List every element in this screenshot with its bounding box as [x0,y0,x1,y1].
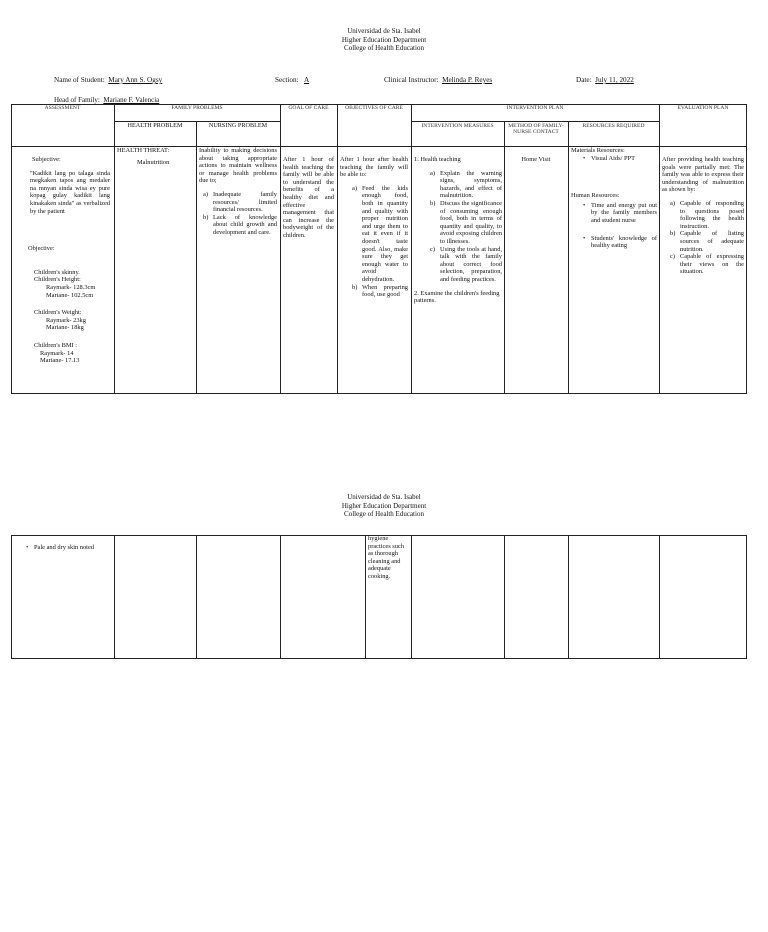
nursing-problem-intro: Inability to making decisions about taking appropriate actions to maintain wellness or manage health problems due to; [199,147,277,185]
head-of-family-field [54,96,159,104]
evaluation-cell [662,156,744,276]
intervention-a-text: Explain the warning signs, symptoms, hazards, and effect of malnutrition. [440,169,502,200]
instructor-label: Clinical Instructor: [384,76,439,84]
intervention-measures-header: INTERVENTION MEASURES [421,123,494,129]
date-label: Date: [576,76,592,84]
college-name: College of Health Education [344,44,424,52]
university-name: Universidad de Sta. Isabel [347,27,421,35]
assessment-cell-continued [26,544,112,552]
human-resource-item: • Students' knowledge of healthy eating [583,235,657,250]
objective-b-continued: hygiene practices such as thorough cleaning and adequate cooking. [368,535,405,580]
page2-header [0,493,768,519]
objective-item: • Pale and dry skin noted [26,544,112,552]
health-problem-header: HEALTH PROBLEM [127,122,183,129]
page1-header [0,27,768,53]
intervention-c: c) Using the tools at hand, talk with the family about correct food selection, preparation, and feeding practices. [430,245,502,283]
instructor-value: Melinda P. Reyes [442,76,493,84]
student-value: Mary Ann S. Ogsy [108,76,163,84]
objective-item: Mariane- 102.5cm [46,291,94,299]
intervention-b-text: Discuss the significance of consuming enough food, both in terms of quantity and quality, to avoid exposing children to illnesses. [440,199,502,245]
objectives-intro: After 1 hour after health teaching the family will be able to: [340,156,408,179]
evaluation-a-text: Capable of responding to questions posed following the health instruction. [680,199,744,230]
hof-label: Head of Family: [54,96,100,104]
material-resource-item: • Visual Aids/ PPT [583,155,657,163]
objective-item: Mariane- 17.13 [40,357,80,365]
intervention-b: b) Discuss the significance of consuming enough food, both in terms of quantity and quality, to avoid exposing children to illnesses. [430,199,502,245]
intervention-a: a) Explain the warning signs, symptoms, hazards, and effect of malnutrition. [430,169,502,200]
intervention-title: 1. Health teaching [414,156,461,163]
method-cell: Home Visit [521,156,551,163]
resources-header: RESOURCES REQUIRED [582,123,645,129]
human-resources-label: Human Resources: [571,192,620,200]
assessment-cell [28,156,110,392]
goal-cell: After 1 hour of health teaching the family will be able to understand the benefits of a healthy diet and effective management that can increase the bodyweight of the children. [283,156,334,239]
objective-item: Raymark- 128.3cm [46,283,96,291]
resources-cell [571,147,657,250]
evaluation-c: c) Capable of expressing their views on the situation. [670,253,744,276]
nursing-problem-a-text: Inadequate family resources/ limited financial resources. [213,190,277,214]
objective-item: Raymark- 23kg [46,316,86,324]
nursing-problem-a: a) Inadequate family resources/ limited financial resources. [203,190,277,214]
date-value: July 11, 2022 [595,76,634,84]
subjective-label: Subjective: [32,156,61,163]
intervention-plan-header: INTERVENTION PLAN [506,105,564,111]
health-problem-cell [117,147,195,166]
section-label: Section: [275,76,299,84]
section-value: A [303,76,310,84]
objectives-cell [340,156,408,392]
objective-item: • Children's BMI : [28,342,110,350]
objective-item: • Children's skinny. [28,269,110,277]
objective-a-text: Feed the kids enough food, both in quantity and quality with proper nutrition and urge them to eat it even if it doesn't taste good. Also, make sure they get enough water to avoid dehydration. [362,184,408,283]
nursing-problem-b-text: Lack of knowledge about child growth and development and care. [213,213,277,236]
evaluation-b-text: Capable of listing sources of adequate nutrition. [680,230,744,253]
goal-header: GOAL OF CARE [288,105,329,111]
health-threat-label: HEALTH THREAT: [117,147,170,154]
department-name: Higher Education Department [341,501,427,510]
family-problems-header: FAMILY PROBLEMS [171,105,223,111]
assessment-header: ASSESSMENT [44,105,81,111]
objective-item: Mariane- 18kg [46,324,84,332]
objective-a: a) Feed the kids enough food, both in quantity and quality with proper nutrition and urge them to eat it even if it doesn't taste good. Also, make sure they get enough water to avoid dehydration. [352,184,408,283]
student-field [54,76,162,84]
subjective-text: "Kadikit lang po talaga sinda megkaken tapos ang medaler na mnyan sinda wisa ey pure kopag gulay kadikit lang kinakaken sinda" as verbalized by the patient [30,169,110,215]
interventions-cell [414,156,502,392]
hof-value: Mariane F. Valencia [103,96,160,104]
college-name: College of Health Education [344,510,424,518]
objective-b: b) When preparing food, use good [352,283,408,299]
nursing-problem-b: b) Lack of knowledge about child growth and development and care. [203,213,277,236]
instructor-field [384,76,492,84]
nursing-problem-cell [199,147,277,237]
objective-item: • Children's Weight: [28,309,110,317]
section-field [275,76,309,84]
university-name: Universidad de Sta. Isabel [347,493,421,501]
health-threat-value: Malnutrition [137,158,170,166]
objective-item: • Children's Height: [28,276,110,284]
objective-item: Raymark- 14 [40,349,74,357]
evaluation-header: EVALUATION PLAN [677,105,729,111]
objective-b-text: When preparing food, use good [362,283,408,299]
objectives-header: OBJECTIVES OF CARE [345,105,403,111]
student-label: Name of Student: [54,76,105,84]
method-header: METHOD OF FAMILY-NURSE CONTACT [508,123,564,136]
evaluation-c-text: Capable of expressing their views on the situation. [680,253,744,276]
evaluation-a: a) Capable of responding to questions posed following the health instruction. [670,199,744,230]
department-name: Higher Education Department [341,35,427,44]
intervention-c-text: Using the tools at hand, talk with the family about correct food selection, preparation, and feeding practices. [440,245,502,283]
evaluation-intro: After providing health teaching goals were partially met: The family was able to express their understanding of malnutrition as shown by: [662,156,744,194]
date-field [576,76,634,84]
human-resource-item: • Time and energy put out by the family members and student nurse [583,202,657,225]
material-resources-label: Materials Resources: [571,147,625,154]
objective-label: Objective: [28,245,55,253]
evaluation-b: b) Capable of listing sources of adequate nutrition. [670,230,744,253]
intervention-item-2: 2. Examine the children's feeding patterns. [414,289,500,305]
nursing-problem-header: NURSING PROBLEM [208,122,268,129]
